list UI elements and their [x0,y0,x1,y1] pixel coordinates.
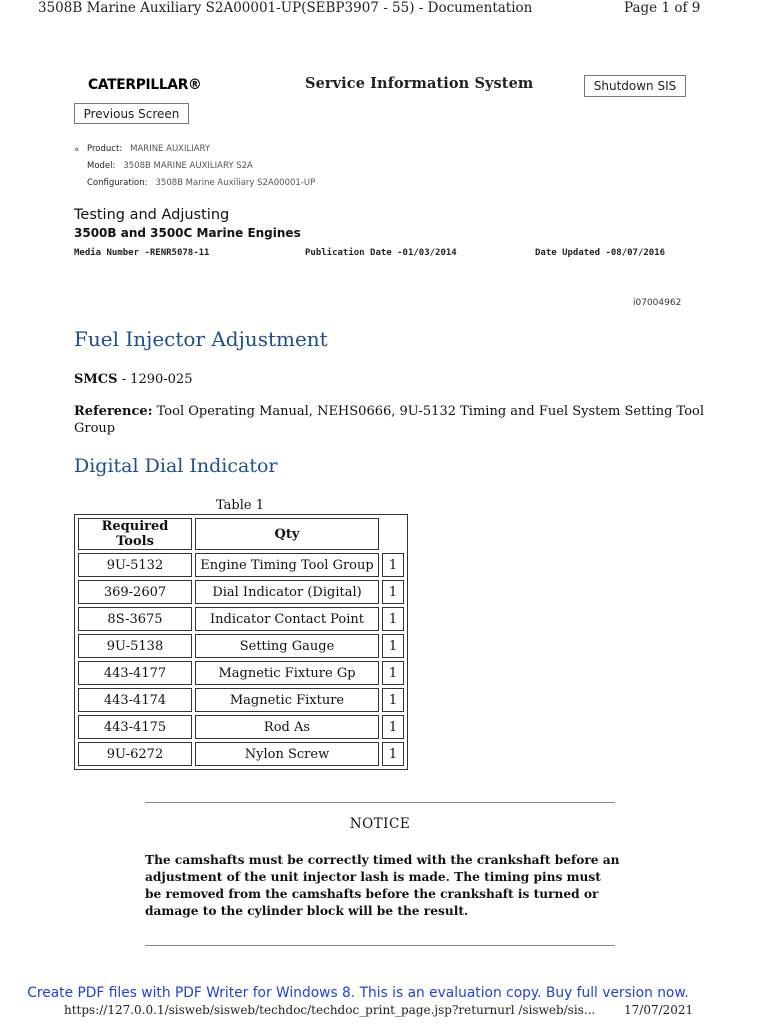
qty-cell: 1 [382,688,404,712]
table-row [78,580,404,604]
table-row [78,688,404,712]
print-footer-date: 17/07/2021 [624,1003,694,1017]
smcs-label: SMCS [74,372,118,387]
table-row [78,553,404,577]
system-title: Service Information System [305,75,534,92]
model-info-row [87,161,253,171]
part-name-cell: Setting Gauge [195,634,379,658]
shutdown-sis-button[interactable]: Shutdown SIS [584,75,686,97]
table-header-required-tools: Required Tools [78,518,192,550]
qty-cell: 1 [382,634,404,658]
notice-top-divider [145,802,615,803]
qty-cell: 1 [382,607,404,631]
product-info-row [87,144,210,154]
part-name-cell: Indicator Contact Point [195,607,379,631]
pdf-writer-ad-link[interactable]: Create PDF files with PDF Writer for Windows 8. This is an evaluation copy. Buy full version now. [27,985,689,1001]
table-row [78,742,404,766]
notice-body: The camshafts must be correctly timed with the crankshaft before an adjustment of the unit injector lash is made. The timing pins must be removed from the camshafts before the crankshaft is turned or damage to the cylinder block will be the result. [145,853,620,918]
product-label: Product: [87,144,123,154]
article-subheading: Digital Dial Indicator [74,455,278,477]
reference-label: Reference: [74,404,153,419]
part-name-cell: Rod As [195,715,379,739]
table-header-row [78,518,404,550]
reference-text: Tool Operating Manual, NEHS0666, 9U-5132 Timing and Fuel System Setting Tool Group [74,404,705,436]
required-tools-table [74,514,408,770]
qty-cell: 1 [382,715,404,739]
part-name-cell: Magnetic Fixture Gp [195,661,379,685]
article-heading: Fuel Injector Adjustment [74,327,328,351]
table-header-spacer [382,518,404,550]
part-name-cell: Engine Timing Tool Group [195,553,379,577]
publication-date: Publication Date -01/03/2014 [305,248,457,258]
product-value: MARINE AUXILIARY [130,144,211,154]
part-name-cell: Dial Indicator (Digital) [195,580,379,604]
section-title: Testing and Adjusting [74,207,230,223]
part-number-cell: 369-2607 [78,580,192,604]
part-number-cell: 9U-6272 [78,742,192,766]
configuration-label: Configuration: [87,178,148,188]
part-number-cell: 443-4175 [78,715,192,739]
print-header-page-number: Page 1 of 9 [624,0,701,16]
media-number: Media Number -RENR5078-11 [74,248,210,258]
back-arrow-icon[interactable]: « [74,145,80,155]
qty-cell: 1 [382,580,404,604]
part-number-cell: 8S-3675 [78,607,192,631]
notice-bottom-divider [145,945,615,946]
section-subtitle: 3500B and 3500C Marine Engines [74,226,301,240]
print-footer-url: https://127.0.0.1/sisweb/sisweb/techdoc/techdoc_print_page.jsp?returnurl /sisweb/sis... [64,1003,596,1017]
previous-screen-button[interactable]: Previous Screen [74,103,189,124]
part-number-cell: 9U-5138 [78,634,192,658]
model-label: Model: [87,161,116,171]
part-number-cell: 443-4174 [78,688,192,712]
model-value: 3508B MARINE AUXILIARY S2A [123,161,253,171]
qty-cell: 1 [382,661,404,685]
part-name-cell: Magnetic Fixture [195,688,379,712]
smcs-value: - 1290-025 [117,372,193,387]
reference-paragraph [74,403,714,437]
part-name-cell: Nylon Screw [195,742,379,766]
configuration-info-row [87,178,315,188]
part-number-cell: 443-4177 [78,661,192,685]
qty-cell: 1 [382,742,404,766]
document-id: i07004962 [633,298,682,308]
configuration-value: 3508B Marine Auxiliary S2A00001-UP [155,178,316,188]
caterpillar-logo: CATERPILLAR® [88,77,202,93]
notice-title: NOTICE [349,816,411,832]
print-header-title: 3508B Marine Auxiliary S2A00001-UP(SEBP3907 - 55) - Documentation [38,0,533,16]
table-row [78,607,404,631]
table-row [78,661,404,685]
date-updated: Date Updated -08/07/2016 [535,248,666,258]
table-row [78,715,404,739]
table-caption: Table 1 [216,498,264,513]
table-header-qty: Qty [195,518,379,550]
qty-cell: 1 [382,553,404,577]
smcs-line [74,372,192,387]
part-number-cell: 9U-5132 [78,553,192,577]
table-row [78,634,404,658]
